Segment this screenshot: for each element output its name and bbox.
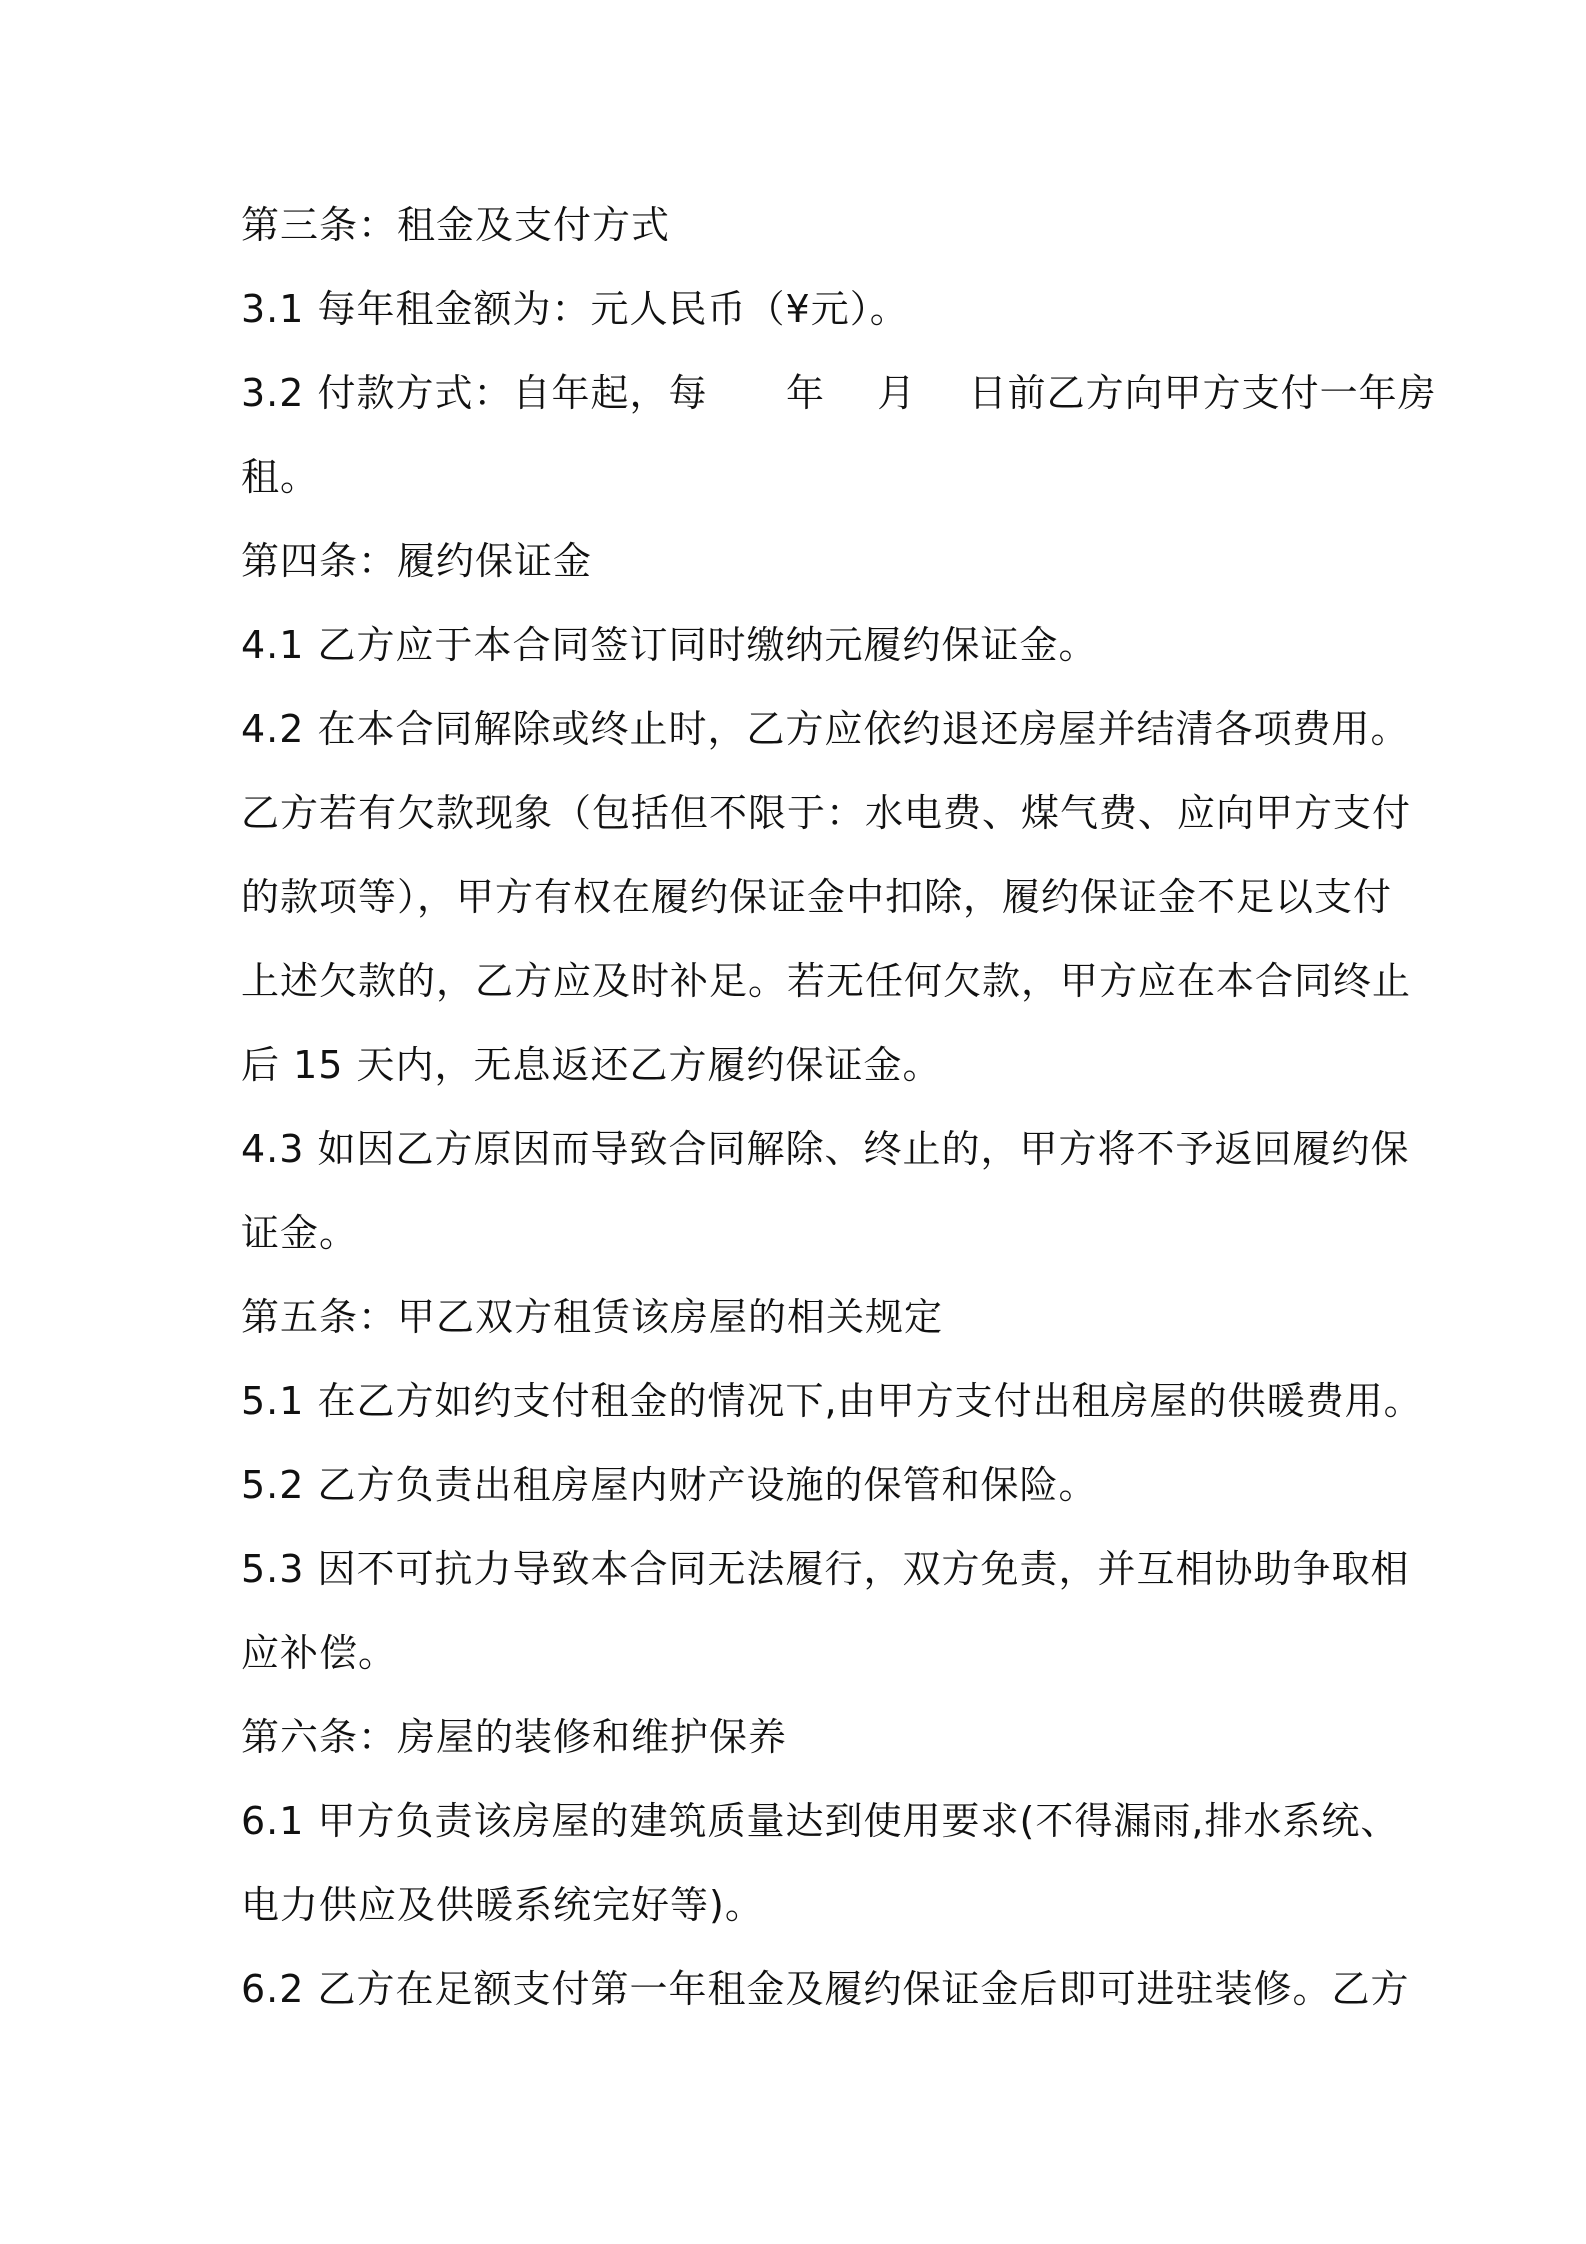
clause-6-2: 6.2 乙方在足额支付第一年租金及履约保证金后即可进驻装修。乙方 <box>241 1967 1410 2011</box>
article-6-heading: 第六条：房屋的装修和维护保养 <box>241 1715 788 1759</box>
clause-3-2: 3.2 付款方式：自年起，每 年 月 日前乙方向甲方支付一年房 <box>241 371 1437 415</box>
article-3-heading: 第三条：租金及支付方式 <box>241 203 671 247</box>
clause-5-2: 5.2 乙方负责出租房屋内财产设施的保管和保险。 <box>241 1463 1098 1507</box>
article-5-heading: 第五条：甲乙双方租赁该房屋的相关规定 <box>241 1295 944 1339</box>
clause-4-2: 4.2 在本合同解除或终止时，乙方应依约退还房屋并结清各项费用。 <box>241 707 1410 751</box>
clause-4-3-cont: 证金。 <box>241 1211 359 1255</box>
clause-4-2-cont-3: 上述欠款的，乙方应及时补足。若无任何欠款，甲方应在本合同终止 <box>241 959 1412 1003</box>
clause-5-1: 5.1 在乙方如约支付租金的情况下,由甲方支付出租房屋的供暖费用。 <box>241 1379 1423 1423</box>
clause-4-1: 4.1 乙方应于本合同签订同时缴纳元履约保证金。 <box>241 623 1098 667</box>
clause-6-1-cont: 电力供应及供暖系统完好等)。 <box>241 1883 764 1927</box>
clause-4-2-cont-1: 乙方若有欠款现象（包括但不限于：水电费、煤气费、应向甲方支付 <box>241 791 1412 835</box>
clause-4-3: 4.3 如因乙方原因而导致合同解除、终止的，甲方将不予返回履约保 <box>241 1127 1410 1171</box>
clause-4-2-cont-2: 的款项等），甲方有权在履约保证金中扣除，履约保证金不足以支付 <box>241 875 1393 919</box>
clause-4-2-cont-4: 后 15 天内，无息返还乙方履约保证金。 <box>241 1043 942 1087</box>
clause-3-2-cont: 租。 <box>241 455 320 499</box>
clause-3-1: 3.1 每年租金额为：元人民币（¥元）。 <box>241 287 909 331</box>
clause-5-3: 5.3 因不可抗力导致本合同无法履行，双方免责，并互相协助争取相 <box>241 1547 1410 1591</box>
article-4-heading: 第四条：履约保证金 <box>241 539 593 583</box>
clause-5-3-cont: 应补偿。 <box>241 1631 398 1675</box>
clause-6-1: 6.1 甲方负责该房屋的建筑质量达到使用要求(不得漏雨,排水系统、 <box>241 1799 1400 1843</box>
